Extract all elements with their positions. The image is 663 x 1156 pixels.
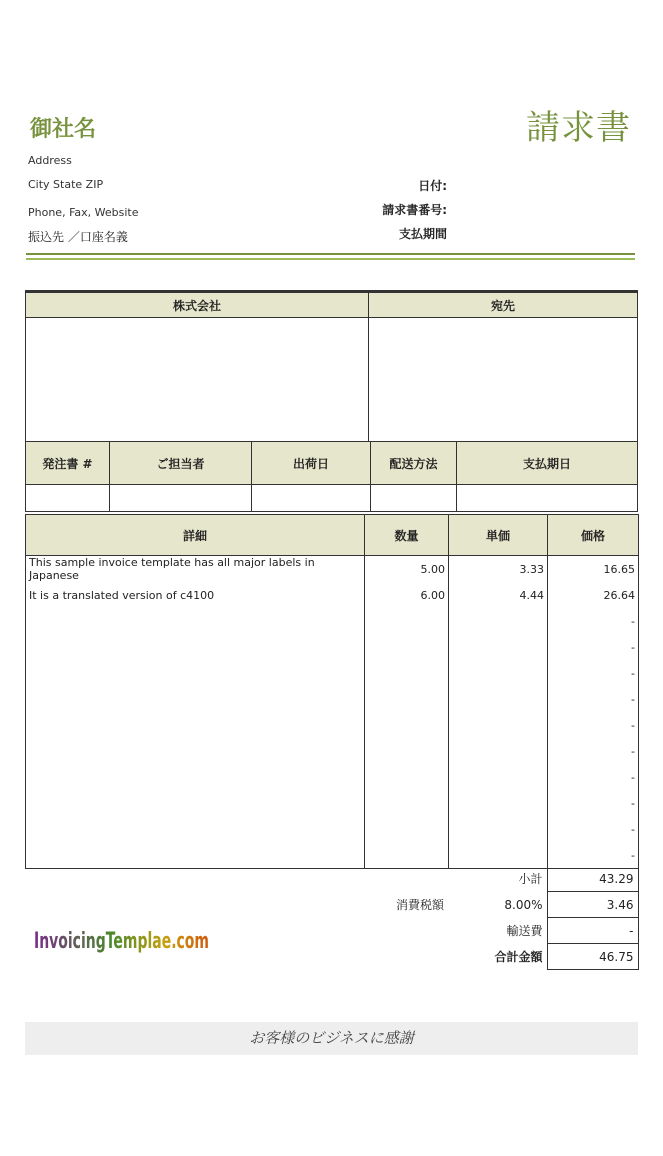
item-unit-price[interactable]: 4.44: [449, 582, 548, 608]
item-description[interactable]: It is a translated version of c4100: [26, 582, 365, 608]
table-row: [26, 608, 639, 634]
item-unit-price[interactable]: [449, 686, 548, 712]
item-price[interactable]: -: [548, 686, 639, 712]
address-line: Address: [28, 154, 72, 167]
item-unit-price[interactable]: [449, 608, 548, 634]
from-header: 株式会社: [26, 292, 369, 318]
item-description[interactable]: [26, 712, 365, 738]
total-label: 合計金額: [494, 950, 543, 964]
item-price[interactable]: -: [548, 608, 639, 634]
item-quantity[interactable]: 5.00: [365, 556, 449, 583]
item-quantity[interactable]: [365, 842, 449, 869]
contact-line: Phone, Fax, Website: [28, 206, 139, 219]
shipping-value[interactable]: -: [547, 918, 638, 944]
item-quantity[interactable]: [365, 660, 449, 686]
table-row: [26, 556, 639, 583]
quantity-header: 数量: [365, 515, 449, 556]
item-unit-price[interactable]: [449, 764, 548, 790]
order-info-table: [25, 441, 638, 512]
item-price[interactable]: -: [548, 790, 639, 816]
tax-rate[interactable]: 8.00%: [504, 897, 543, 912]
item-quantity[interactable]: [365, 608, 449, 634]
table-row: [26, 660, 639, 686]
item-description[interactable]: [26, 842, 365, 869]
divider-rule-secondary: [26, 258, 635, 260]
item-price[interactable]: -: [548, 738, 639, 764]
ship-date-header: 出荷日: [252, 442, 371, 485]
item-price[interactable]: -: [548, 712, 639, 738]
city-state-zip: City State ZIP: [28, 178, 104, 191]
table-row: [26, 582, 639, 608]
shipping-label: 輸送費: [506, 924, 543, 938]
bank-account-line: 振込先 ／口座名義: [28, 230, 128, 244]
footer-thanks: お客様のビジネスに感謝: [25, 1022, 638, 1055]
item-quantity[interactable]: [365, 712, 449, 738]
logo-text: InvoicingTemplae.com: [34, 929, 209, 954]
item-quantity[interactable]: [365, 634, 449, 660]
item-unit-price[interactable]: [449, 712, 548, 738]
po-number-cell[interactable]: [26, 485, 110, 512]
po-number-header: 発注書 #: [26, 442, 110, 485]
item-quantity[interactable]: [365, 764, 449, 790]
item-description[interactable]: [26, 634, 365, 660]
item-description[interactable]: This sample invoice template has all major labels in Japanese: [26, 556, 365, 583]
subtotal-value: 43.29: [547, 866, 638, 892]
to-body[interactable]: [369, 318, 638, 446]
item-description[interactable]: [26, 608, 365, 634]
item-quantity[interactable]: 6.00: [365, 582, 449, 608]
item-quantity[interactable]: [365, 790, 449, 816]
unit-price-header: 単価: [449, 515, 548, 556]
price-header: 価格: [548, 515, 639, 556]
payment-term-label: 支払期間: [398, 227, 447, 241]
document-title: 請求書: [526, 108, 631, 148]
ship-date-cell[interactable]: [252, 485, 371, 512]
date-label: 日付:: [418, 179, 447, 193]
contact-person-cell[interactable]: [110, 485, 252, 512]
table-row: [26, 738, 639, 764]
table-row: [26, 686, 639, 712]
item-description[interactable]: [26, 660, 365, 686]
item-price[interactable]: -: [548, 660, 639, 686]
divider-rule: [26, 253, 635, 255]
item-unit-price[interactable]: [449, 738, 548, 764]
description-header: 詳細: [26, 515, 365, 556]
item-unit-price[interactable]: [449, 634, 548, 660]
ship-method-header: 配送方法: [371, 442, 457, 485]
item-description[interactable]: [26, 764, 365, 790]
table-row: [26, 790, 639, 816]
item-quantity[interactable]: [365, 738, 449, 764]
ship-method-cell[interactable]: [371, 485, 457, 512]
to-header: 宛先: [369, 292, 638, 318]
invoice-number-label: 請求書番号:: [382, 203, 447, 217]
item-quantity[interactable]: [365, 816, 449, 842]
table-row: [26, 842, 639, 869]
item-unit-price[interactable]: 3.33: [449, 556, 548, 583]
item-description[interactable]: [26, 738, 365, 764]
item-price[interactable]: -: [548, 764, 639, 790]
item-price[interactable]: 16.65: [548, 556, 639, 583]
table-row: [26, 634, 639, 660]
item-price[interactable]: -: [548, 634, 639, 660]
item-unit-price[interactable]: [449, 660, 548, 686]
invoicing-template-logo: [34, 920, 214, 964]
tax-value: 3.46: [547, 892, 638, 918]
item-description[interactable]: [26, 686, 365, 712]
table-row: [26, 764, 639, 790]
item-price[interactable]: -: [548, 816, 639, 842]
total-value: 46.75: [547, 944, 638, 970]
company-name: 御社名: [30, 116, 97, 142]
item-unit-price[interactable]: [449, 790, 548, 816]
from-body[interactable]: [26, 318, 369, 446]
party-table: [25, 290, 638, 445]
item-description[interactable]: [26, 790, 365, 816]
due-date-cell[interactable]: [457, 485, 638, 512]
item-price[interactable]: -: [548, 842, 639, 869]
item-quantity[interactable]: [365, 686, 449, 712]
item-unit-price[interactable]: [449, 816, 548, 842]
tax-label: 消費税額: [395, 898, 444, 912]
table-row: [26, 816, 639, 842]
table-row: [26, 712, 639, 738]
item-unit-price[interactable]: [449, 842, 548, 869]
line-items-table: [25, 514, 639, 869]
subtotal-label: 小計: [518, 872, 543, 887]
item-description[interactable]: [26, 816, 365, 842]
due-date-header: 支払期日: [457, 442, 638, 485]
item-price[interactable]: 26.64: [548, 582, 639, 608]
contact-person-header: ご担当者: [110, 442, 252, 485]
